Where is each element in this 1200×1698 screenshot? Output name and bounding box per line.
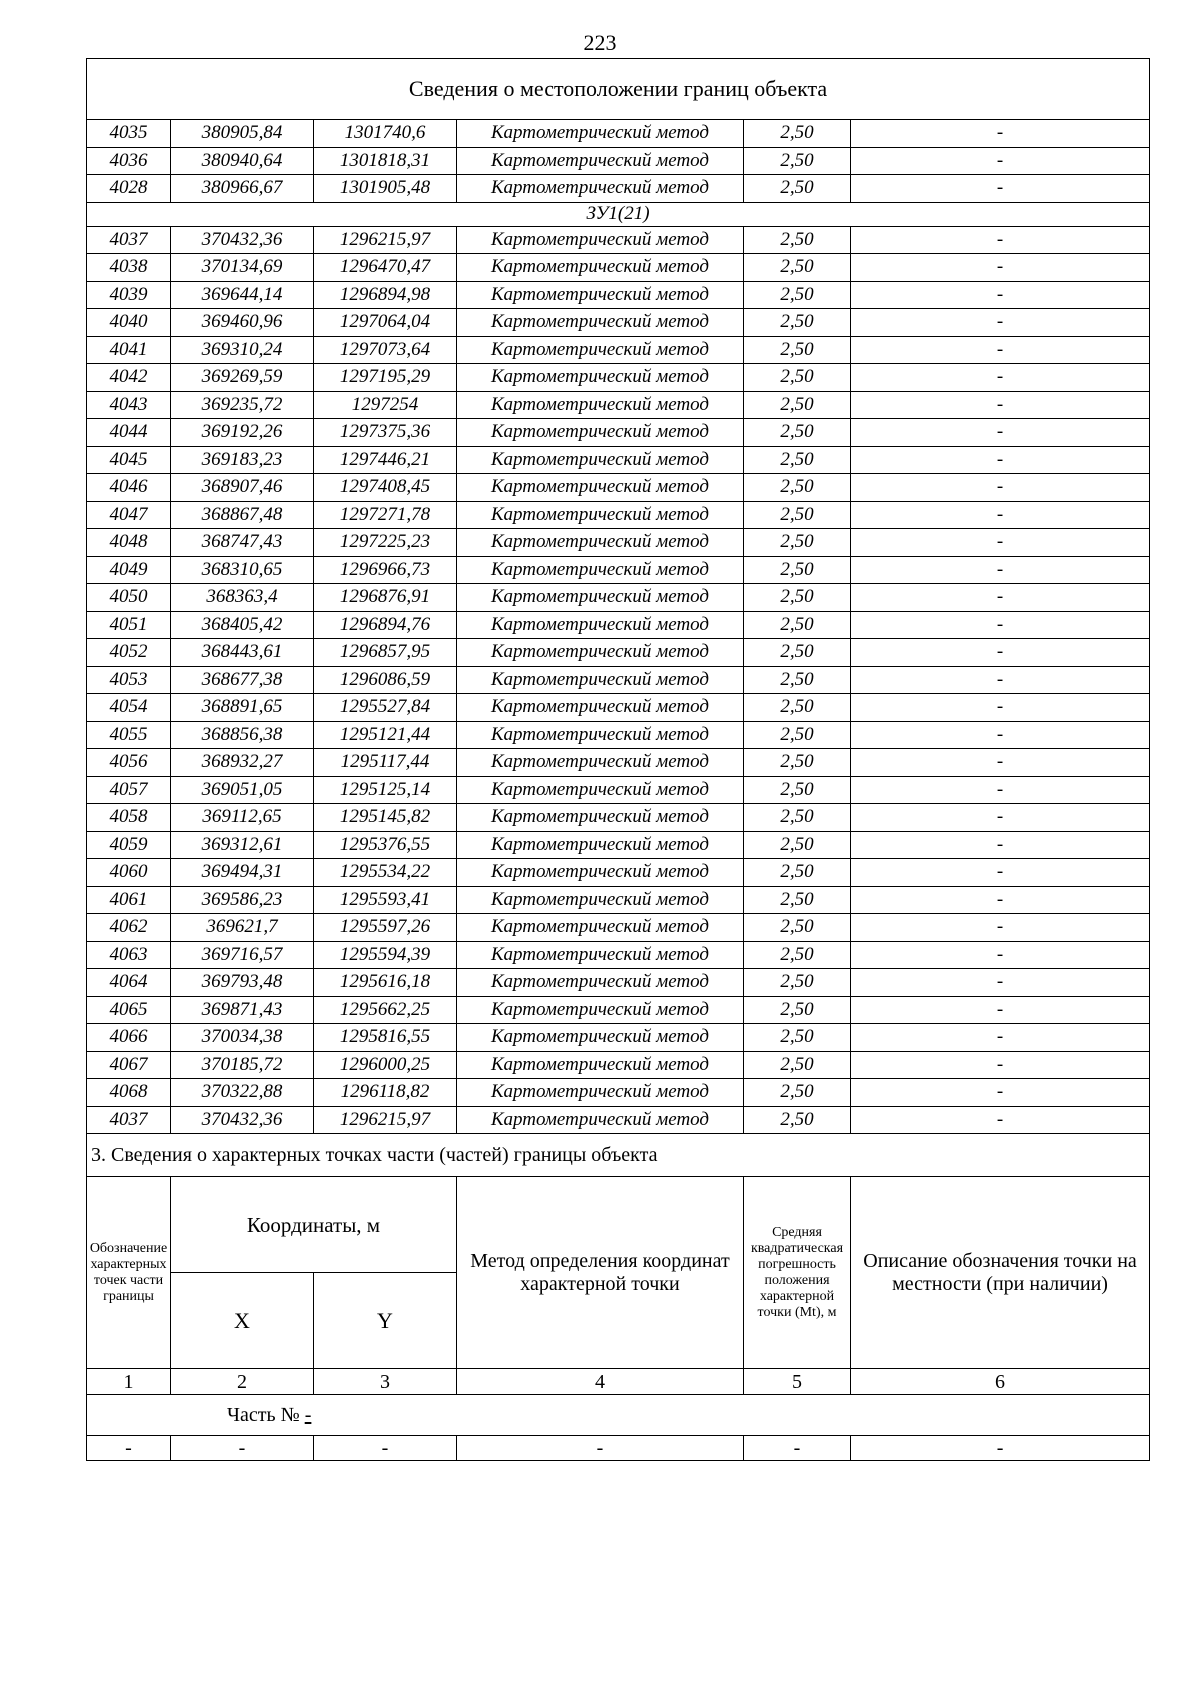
point-id-cell: 4059 — [87, 831, 171, 859]
mt-cell: 2,50 — [744, 446, 851, 474]
point-id-cell: 4037 — [87, 1106, 171, 1134]
table-row — [87, 969, 1150, 997]
description-cell: - — [851, 364, 1150, 392]
point-id-cell: 4028 — [87, 175, 171, 203]
coord-x-cell: 369235,72 — [171, 391, 314, 419]
column-number: 1 — [87, 1369, 171, 1395]
mt-cell: 2,50 — [744, 474, 851, 502]
description-cell: - — [851, 336, 1150, 364]
point-id-cell: 4052 — [87, 639, 171, 667]
description-cell: - — [851, 226, 1150, 254]
coord-y-cell: 1295816,55 — [314, 1024, 457, 1052]
point-id-cell: 4053 — [87, 666, 171, 694]
coord-y-cell: 1297446,21 — [314, 446, 457, 474]
description-cell: - — [851, 941, 1150, 969]
coord-y-cell: 1296215,97 — [314, 226, 457, 254]
method-cell: Картометрический метод — [457, 147, 744, 175]
mt-cell: 2,50 — [744, 996, 851, 1024]
coord-x-cell: 380905,84 — [171, 120, 314, 148]
table-row — [87, 831, 1150, 859]
method-cell: Картометрический метод — [457, 996, 744, 1024]
point-id-cell: 4063 — [87, 941, 171, 969]
point-id-cell: 4048 — [87, 529, 171, 557]
mt-cell: 2,50 — [744, 639, 851, 667]
point-id-cell: 4036 — [87, 147, 171, 175]
coord-y-cell: 1295662,25 — [314, 996, 457, 1024]
method-cell: Картометрический метод — [457, 336, 744, 364]
method-cell: Картометрический метод — [457, 1106, 744, 1134]
description-cell: - — [851, 120, 1150, 148]
mt-cell: 2,50 — [744, 776, 851, 804]
coord-y-cell: 1297375,36 — [314, 419, 457, 447]
empty-cell: - — [171, 1436, 314, 1461]
description-cell: - — [851, 804, 1150, 832]
point-id-cell: 4044 — [87, 419, 171, 447]
description-cell: - — [851, 1024, 1150, 1052]
mt-cell: 2,50 — [744, 611, 851, 639]
coord-y-cell: 1295594,39 — [314, 941, 457, 969]
table-row — [87, 501, 1150, 529]
method-cell: Картометрический метод — [457, 1024, 744, 1052]
method-cell: Картометрический метод — [457, 419, 744, 447]
header-method: Метод определения координат характерной точки — [457, 1177, 744, 1369]
coord-x-cell: 369310,24 — [171, 336, 314, 364]
table-row — [87, 529, 1150, 557]
method-cell: Картометрический метод — [457, 501, 744, 529]
description-cell: - — [851, 1106, 1150, 1134]
part-label: Часть № — [227, 1404, 300, 1426]
coord-y-cell: 1296894,76 — [314, 611, 457, 639]
coord-y-cell: 1297064,04 — [314, 309, 457, 337]
description-cell: - — [851, 501, 1150, 529]
coord-x-cell: 370322,88 — [171, 1079, 314, 1107]
coord-y-cell: 1296470,47 — [314, 254, 457, 282]
coord-x-cell: 370432,36 — [171, 226, 314, 254]
coord-x-cell: 369621,7 — [171, 914, 314, 942]
point-id-cell: 4055 — [87, 721, 171, 749]
table-row — [87, 666, 1150, 694]
mt-cell: 2,50 — [744, 694, 851, 722]
point-id-cell: 4045 — [87, 446, 171, 474]
coord-x-cell: 368856,38 — [171, 721, 314, 749]
table-row — [87, 1106, 1150, 1134]
coord-x-cell: 368932,27 — [171, 749, 314, 777]
description-cell: - — [851, 147, 1150, 175]
coord-y-cell: 1297195,29 — [314, 364, 457, 392]
mt-cell: 2,50 — [744, 721, 851, 749]
method-cell: Картометрический метод — [457, 309, 744, 337]
mt-cell: 2,50 — [744, 120, 851, 148]
coord-x-cell: 368443,61 — [171, 639, 314, 667]
coord-x-cell: 380966,67 — [171, 175, 314, 203]
coord-y-cell: 1301905,48 — [314, 175, 457, 203]
coord-x-cell: 370185,72 — [171, 1051, 314, 1079]
table-row — [87, 147, 1150, 175]
point-id-cell: 4066 — [87, 1024, 171, 1052]
description-cell: - — [851, 446, 1150, 474]
coord-y-cell: 1296857,95 — [314, 639, 457, 667]
mt-cell: 2,50 — [744, 254, 851, 282]
table-row — [87, 556, 1150, 584]
coord-y-cell: 1297271,78 — [314, 501, 457, 529]
mt-cell: 2,50 — [744, 969, 851, 997]
point-id-cell: 4051 — [87, 611, 171, 639]
method-cell: Картометрический метод — [457, 364, 744, 392]
table-row — [87, 859, 1150, 887]
mt-cell: 2,50 — [744, 584, 851, 612]
point-id-cell: 4062 — [87, 914, 171, 942]
table-row — [87, 419, 1150, 447]
coord-x-cell: 368891,65 — [171, 694, 314, 722]
mt-cell: 2,50 — [744, 1024, 851, 1052]
coord-y-cell: 1296215,97 — [314, 1106, 457, 1134]
method-cell: Картометрический метод — [457, 1051, 744, 1079]
mt-cell: 2,50 — [744, 1079, 851, 1107]
method-cell: Картометрический метод — [457, 831, 744, 859]
table-row — [87, 175, 1150, 203]
coord-y-cell: 1296118,82 — [314, 1079, 457, 1107]
coord-x-cell: 369112,65 — [171, 804, 314, 832]
mt-cell: 2,50 — [744, 831, 851, 859]
method-cell: Картометрический метод — [457, 391, 744, 419]
section3-title-row — [87, 1134, 1150, 1177]
coord-x-cell: 369312,61 — [171, 831, 314, 859]
description-cell: - — [851, 281, 1150, 309]
coord-y-cell: 1296966,73 — [314, 556, 457, 584]
coord-x-cell: 369183,23 — [171, 446, 314, 474]
point-id-cell: 4049 — [87, 556, 171, 584]
point-id-cell: 4040 — [87, 309, 171, 337]
subheading: ЗУ1(21) — [87, 202, 1150, 226]
method-cell: Картометрический метод — [457, 886, 744, 914]
rows-main-group — [87, 226, 1150, 1134]
coord-x-cell: 368907,46 — [171, 474, 314, 502]
description-cell: - — [851, 474, 1150, 502]
header-point-designation: Обозначение характерных точек части границы — [87, 1177, 171, 1369]
table-title: Сведения о местоположении границ объекта — [87, 59, 1150, 120]
description-cell: - — [851, 886, 1150, 914]
part-value: - — [304, 1404, 312, 1426]
method-cell: Картометрический метод — [457, 694, 744, 722]
description-cell: - — [851, 1079, 1150, 1107]
subheading-row — [87, 202, 1150, 226]
column-number: 6 — [851, 1369, 1150, 1395]
point-id-cell: 4037 — [87, 226, 171, 254]
coord-x-cell: 369494,31 — [171, 859, 314, 887]
mt-cell: 2,50 — [744, 529, 851, 557]
description-cell: - — [851, 859, 1150, 887]
coord-x-cell: 380940,64 — [171, 147, 314, 175]
coord-x-cell: 368405,42 — [171, 611, 314, 639]
part-row — [87, 1395, 1150, 1436]
table-row — [87, 254, 1150, 282]
point-id-cell: 4061 — [87, 886, 171, 914]
mt-cell: 2,50 — [744, 1106, 851, 1134]
column-number: 4 — [457, 1369, 744, 1395]
table-row — [87, 914, 1150, 942]
table-row — [87, 1024, 1150, 1052]
description-cell: - — [851, 831, 1150, 859]
column-number: 2 — [171, 1369, 314, 1395]
method-cell: Картометрический метод — [457, 1079, 744, 1107]
description-cell: - — [851, 309, 1150, 337]
point-id-cell: 4067 — [87, 1051, 171, 1079]
table-row — [87, 584, 1150, 612]
coord-x-cell: 369793,48 — [171, 969, 314, 997]
table-row — [87, 721, 1150, 749]
method-cell: Картометрический метод — [457, 666, 744, 694]
description-cell: - — [851, 175, 1150, 203]
mt-cell: 2,50 — [744, 147, 851, 175]
method-cell: Картометрический метод — [457, 969, 744, 997]
method-cell: Картометрический метод — [457, 120, 744, 148]
method-cell: Картометрический метод — [457, 776, 744, 804]
point-id-cell: 4068 — [87, 1079, 171, 1107]
point-id-cell: 4057 — [87, 776, 171, 804]
mt-cell: 2,50 — [744, 364, 851, 392]
description-cell: - — [851, 611, 1150, 639]
method-cell: Картометрический метод — [457, 529, 744, 557]
coord-y-cell: 1295121,44 — [314, 721, 457, 749]
table-row — [87, 639, 1150, 667]
description-cell: - — [851, 969, 1150, 997]
mt-cell: 2,50 — [744, 859, 851, 887]
coord-x-cell: 369051,05 — [171, 776, 314, 804]
coord-y-cell: 1301740,6 — [314, 120, 457, 148]
mt-cell: 2,50 — [744, 666, 851, 694]
description-cell: - — [851, 584, 1150, 612]
method-cell: Картометрический метод — [457, 254, 744, 282]
coord-x-cell: 369644,14 — [171, 281, 314, 309]
method-cell: Картометрический метод — [457, 941, 744, 969]
part-cell — [87, 1395, 1150, 1436]
rows-top-group — [87, 120, 1150, 203]
method-cell: Картометрический метод — [457, 721, 744, 749]
point-id-cell: 4054 — [87, 694, 171, 722]
description-cell: - — [851, 776, 1150, 804]
coord-x-cell: 369871,43 — [171, 996, 314, 1024]
header-mt: Средняя квадратическая погрешность положения характерной точки (Mt), м — [744, 1177, 851, 1369]
coord-x-cell: 369586,23 — [171, 886, 314, 914]
coord-x-cell: 370034,38 — [171, 1024, 314, 1052]
empty-cell: - — [87, 1436, 171, 1461]
mt-cell: 2,50 — [744, 501, 851, 529]
empty-cell: - — [851, 1436, 1150, 1461]
mt-cell: 2,50 — [744, 175, 851, 203]
table-row — [87, 364, 1150, 392]
mt-cell: 2,50 — [744, 556, 851, 584]
point-id-cell: 4042 — [87, 364, 171, 392]
section3-header-row-1 — [87, 1177, 1150, 1273]
description-cell: - — [851, 529, 1150, 557]
coord-y-cell: 1296876,91 — [314, 584, 457, 612]
method-cell: Картометрический метод — [457, 804, 744, 832]
description-cell: - — [851, 254, 1150, 282]
coord-x-cell: 368747,43 — [171, 529, 314, 557]
table-row — [87, 776, 1150, 804]
coord-y-cell: 1297073,64 — [314, 336, 457, 364]
mt-cell: 2,50 — [744, 914, 851, 942]
coord-y-cell: 1296000,25 — [314, 1051, 457, 1079]
coord-y-cell: 1297408,45 — [314, 474, 457, 502]
table-row — [87, 1079, 1150, 1107]
description-cell: - — [851, 721, 1150, 749]
description-cell: - — [851, 996, 1150, 1024]
table-row — [87, 391, 1150, 419]
table-row — [87, 749, 1150, 777]
description-cell: - — [851, 666, 1150, 694]
method-cell: Картометрический метод — [457, 584, 744, 612]
coord-y-cell: 1295593,41 — [314, 886, 457, 914]
coord-x-cell: 370134,69 — [171, 254, 314, 282]
point-id-cell: 4050 — [87, 584, 171, 612]
coord-y-cell: 1295117,44 — [314, 749, 457, 777]
table-row — [87, 996, 1150, 1024]
header-description: Описание обозначения точки на местности (при наличии) — [851, 1177, 1150, 1369]
coord-y-cell: 1301818,31 — [314, 147, 457, 175]
mt-cell: 2,50 — [744, 941, 851, 969]
coord-y-cell: 1295125,14 — [314, 776, 457, 804]
point-id-cell: 4064 — [87, 969, 171, 997]
empty-cell: - — [457, 1436, 744, 1461]
column-number: 3 — [314, 1369, 457, 1395]
method-cell: Картометрический метод — [457, 556, 744, 584]
coord-x-cell: 369716,57 — [171, 941, 314, 969]
table-row — [87, 226, 1150, 254]
table-row — [87, 281, 1150, 309]
mt-cell: 2,50 — [744, 749, 851, 777]
mt-cell: 2,50 — [744, 391, 851, 419]
table-row — [87, 694, 1150, 722]
point-id-cell: 4041 — [87, 336, 171, 364]
header-y: Y — [314, 1273, 457, 1369]
description-cell: - — [851, 749, 1150, 777]
table-row — [87, 941, 1150, 969]
column-number: 5 — [744, 1369, 851, 1395]
coord-x-cell: 369460,96 — [171, 309, 314, 337]
section3-title: 3. Сведения о характерных точках части (частей) границы объекта — [87, 1134, 1150, 1177]
table-row — [87, 120, 1150, 148]
table-row — [87, 309, 1150, 337]
method-cell: Картометрический метод — [457, 281, 744, 309]
point-id-cell: 4060 — [87, 859, 171, 887]
coord-x-cell: 369192,26 — [171, 419, 314, 447]
mt-cell: 2,50 — [744, 419, 851, 447]
point-id-cell: 4043 — [87, 391, 171, 419]
coord-y-cell: 1296894,98 — [314, 281, 457, 309]
table-row — [87, 446, 1150, 474]
coord-x-cell: 370432,36 — [171, 1106, 314, 1134]
coord-y-cell: 1295597,26 — [314, 914, 457, 942]
mt-cell: 2,50 — [744, 886, 851, 914]
header-x: X — [171, 1273, 314, 1369]
method-cell: Картометрический метод — [457, 749, 744, 777]
point-id-cell: 4035 — [87, 120, 171, 148]
empty-data-row — [87, 1436, 1150, 1461]
point-id-cell: 4039 — [87, 281, 171, 309]
method-cell: Картометрический метод — [457, 175, 744, 203]
point-id-cell: 4047 — [87, 501, 171, 529]
coord-x-cell: 368677,38 — [171, 666, 314, 694]
table-row — [87, 804, 1150, 832]
method-cell: Картометрический метод — [457, 446, 744, 474]
description-cell: - — [851, 694, 1150, 722]
mt-cell: 2,50 — [744, 336, 851, 364]
method-cell: Картометрический метод — [457, 226, 744, 254]
coord-y-cell: 1295534,22 — [314, 859, 457, 887]
table-title-row — [87, 59, 1150, 120]
coord-x-cell: 368363,4 — [171, 584, 314, 612]
point-id-cell: 4056 — [87, 749, 171, 777]
table-row — [87, 474, 1150, 502]
point-id-cell: 4046 — [87, 474, 171, 502]
point-id-cell: 4065 — [87, 996, 171, 1024]
point-id-cell: 4058 — [87, 804, 171, 832]
coord-y-cell: 1296086,59 — [314, 666, 457, 694]
coord-x-cell: 369269,59 — [171, 364, 314, 392]
coord-y-cell: 1295527,84 — [314, 694, 457, 722]
coord-y-cell: 1297254 — [314, 391, 457, 419]
coord-y-cell: 1295616,18 — [314, 969, 457, 997]
coord-y-cell: 1295145,82 — [314, 804, 457, 832]
boundary-table — [86, 58, 1150, 1461]
point-id-cell: 4038 — [87, 254, 171, 282]
method-cell: Картометрический метод — [457, 474, 744, 502]
coord-y-cell: 1295376,55 — [314, 831, 457, 859]
description-cell: - — [851, 391, 1150, 419]
header-coordinates: Координаты, м — [171, 1177, 457, 1273]
method-cell: Картометрический метод — [457, 639, 744, 667]
mt-cell: 2,50 — [744, 804, 851, 832]
column-numbers-row — [87, 1369, 1150, 1395]
mt-cell: 2,50 — [744, 226, 851, 254]
empty-cell: - — [314, 1436, 457, 1461]
page-number: 223 — [583, 30, 617, 55]
description-cell: - — [851, 1051, 1150, 1079]
table-row — [87, 336, 1150, 364]
coord-x-cell: 368310,65 — [171, 556, 314, 584]
method-cell: Картометрический метод — [457, 914, 744, 942]
mt-cell: 2,50 — [744, 1051, 851, 1079]
description-cell: - — [851, 914, 1150, 942]
coord-y-cell: 1297225,23 — [314, 529, 457, 557]
mt-cell: 2,50 — [744, 309, 851, 337]
method-cell: Картометрический метод — [457, 611, 744, 639]
description-cell: - — [851, 556, 1150, 584]
empty-cell: - — [744, 1436, 851, 1461]
description-cell: - — [851, 639, 1150, 667]
method-cell: Картометрический метод — [457, 859, 744, 887]
mt-cell: 2,50 — [744, 281, 851, 309]
coord-x-cell: 368867,48 — [171, 501, 314, 529]
table-row — [87, 611, 1150, 639]
table-row — [87, 1051, 1150, 1079]
description-cell: - — [851, 419, 1150, 447]
table-row — [87, 886, 1150, 914]
